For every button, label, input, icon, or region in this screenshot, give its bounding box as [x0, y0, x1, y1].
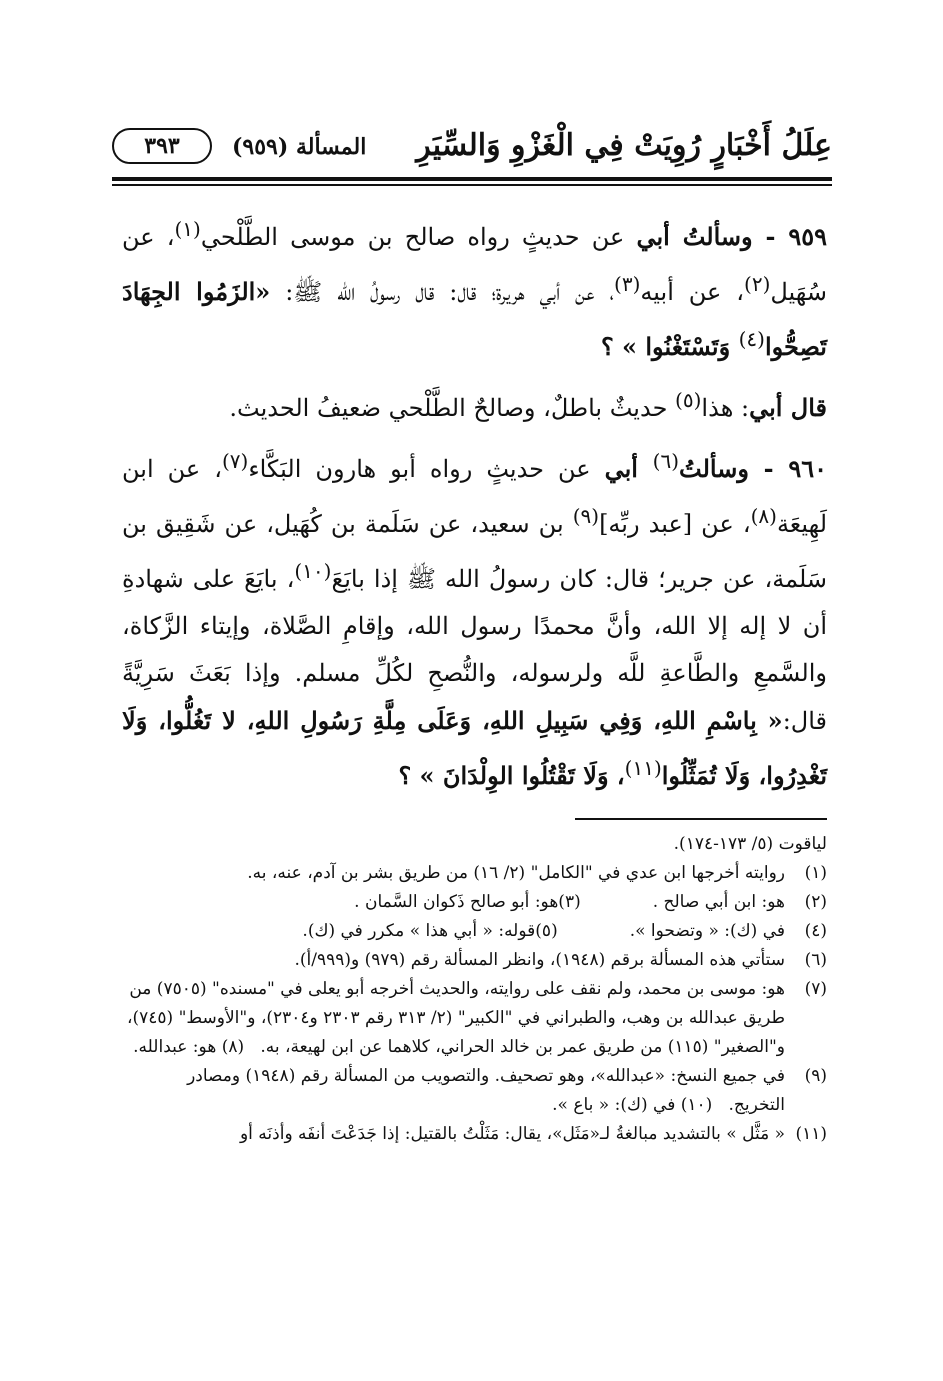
footnote-text: هو: أبو صالح ذَكوان السَّمان .: [354, 892, 559, 912]
text: ، بايَعَ على شهادةِ أن لا إله إلا الله، وأنَّ محمدًا رسول الله، وإقامِ الصَّلاة، وإيتاء الزَّكاة، والسَّمعِ والطَّاعةِ للَّه ولرسوله، والنُّصحِ لكُلِّ مسلم. وإذا بَعَثَ سَرِيَّةً قال:: [122, 565, 827, 735]
text: عن حديثٍ رواه صالح بن موسى الطَّلْحي: [200, 223, 637, 251]
text: عن حديثٍ رواه أبو هارون البَكَّاء: [248, 455, 605, 483]
footnote-ref: (٨): [750, 504, 777, 528]
footnote-2-3: [122, 888, 827, 917]
footnote-number: (٤): [804, 921, 827, 941]
footnote-number: (٢): [804, 892, 827, 912]
footnote-1: [122, 859, 827, 888]
footnotes: [122, 830, 827, 1149]
issue-label: المسألة (٩٥٩): [232, 134, 367, 160]
footnote-number: (١٠): [680, 1095, 713, 1115]
footnote-number: (٦): [804, 950, 827, 970]
paragraph-959: [122, 206, 827, 371]
footnote-text: في (ك): « باع ».: [552, 1095, 676, 1115]
footnote-ref: (٤): [738, 327, 765, 351]
footnote-number: (٨): [221, 1037, 245, 1057]
footnote-ref: (١١): [624, 756, 662, 780]
footnote-text: قوله: « أبي هذا » مكرر في (ك).: [302, 921, 536, 941]
footnote-number: (١): [804, 863, 827, 883]
footnote-number: (٣): [558, 892, 581, 912]
hadith-quote: «الزَمُوا الجِهَادَ تَصِحُّوا: [122, 277, 827, 361]
text: ، عن [عبد ربِّه]: [599, 510, 751, 538]
question-lead: أبي: [604, 454, 653, 483]
footnote-11: [122, 1120, 827, 1149]
footnote-ref: (٢): [744, 272, 771, 296]
footnote-text: في (ك): « وتضحوا ».: [629, 921, 785, 941]
footnote-ref: (٥): [675, 388, 702, 412]
hadith-quote-end: ، وَلَا تَقْتُلُوا الوِلْدَانَ » ؟: [398, 761, 625, 790]
book-title: عِلَلُ أَخْبَارٍ رُوِيَتْ فِي الْغَزْوِ وَالسِّيَرِ: [416, 128, 832, 163]
footnote-ref: (١): [174, 217, 201, 241]
footnote-ref: (٩): [572, 504, 600, 528]
paragraph-960: [122, 438, 827, 800]
text: حديثٌ باطلٌ، وصالحٌ الطَّلْحي ضعيفُ الحديث.: [229, 394, 676, 422]
question-number-959: ٩٥٩ - وسألتُ أبي: [636, 222, 827, 251]
paragraph-answer: [122, 377, 827, 432]
text: : هذا: [701, 394, 750, 422]
footnote-text: هو: موسى بن محمد، ولم نقف على روايته، والحديث أخرجه أبو يعلى في "مسنده" (٧٥٠٥) من طريق عبدالله بن وهب، والطبراني في "الكبير" (٢/ ٣١٣ رقم ٢٣٠٣ و٢٣٠٤)، و"الأوسط" (٧٤٥)، و"الصغير" (١١٥) من طريق عمر بن خالد الحراني، كلاهما عن ابن لهيعة، به.: [127, 979, 785, 1057]
page-number: ٣٩٣: [112, 128, 212, 164]
footnote-number: (٧): [804, 979, 827, 999]
footnote-number: (٩): [804, 1066, 827, 1086]
footnote-number: (٥): [535, 921, 558, 941]
footnote-9: [122, 1062, 827, 1120]
hadith-quote: « بِاسْمِ اللهِ، وَفِي سَبِيلِ اللهِ، وَعَلَى مِلَّةِ رَسُولِ اللهِ، لا تَغُلُّوا، وَلَا تَغْدِرُوا، وَلَا تُمَثِّلُوا: [122, 706, 827, 790]
header-rule-thin: [112, 184, 832, 186]
main-text: [122, 206, 827, 806]
footnote-6: [122, 946, 827, 975]
header-rule-thick: [112, 177, 832, 181]
footnote-ref: (١٠): [294, 559, 332, 583]
footnote-text: ستأتي هذه المسألة برقم (١٩٤٨)، وانظر المسألة رقم (٩٧٩) و(٩٩٩/أ).: [294, 950, 785, 970]
text: ، عن سُهَيل: [122, 223, 827, 306]
footnote-ref: (٦): [652, 449, 680, 473]
footnote-continuation: لياقوت (٥/ ١٧٣-١٧٤).: [673, 834, 827, 854]
running-header: [112, 118, 832, 178]
footnote-separator: [575, 818, 827, 820]
footnote-ref: (٧): [221, 449, 249, 473]
footnote-ref: (٣): [614, 272, 641, 296]
text: ، عن ابن لَهِيعَة: [122, 455, 827, 538]
footnote-text: « مَثَّل » بالتشديد مبالغةُ لـ«مَثَل»، يقال: مَثَلْتُ بالقتيل: إذا جَدَعْتَ أنفَه وأذنَه أو: [239, 1124, 785, 1144]
footnote-number: (١١): [795, 1124, 827, 1144]
footnote-text: روايته أخرجها ابن عدي في "الكامل" (٢/ ١٦) من طريق بشر بن آدم، عنه، به.: [247, 863, 785, 883]
footnote-text: هو: ابن أبي صالح .: [652, 892, 785, 912]
question-number-960: ٩٦٠ - وسألتُ: [679, 454, 827, 483]
text: ، عن أبي هريرة؛ قال: قال رسولُ الله ﷺ:: [285, 278, 615, 306]
answer-lead: قال أبي: [749, 393, 827, 422]
footnote-4-5: [122, 917, 827, 946]
footnote-text: في جميع النسخ: «عبدالله»، وهو تصحيف. والتصويب من المسألة رقم (١٩٤٨) ومصادر التخريج.: [187, 1066, 785, 1115]
footnote-text: هو: عبدالله.: [133, 1037, 217, 1057]
footnote-7: [122, 975, 827, 1062]
hadith-quote-end: وَتَسْتَغْنُوا » ؟: [600, 332, 739, 361]
text: ، عن أبيه: [640, 278, 744, 306]
text: بن سعيد، عن سَلَمة بن كُهَيل، عن شَقِيق بن سَلَمة، عن جرير؛ قال: كان رسولُ الله ﷺ إذا بايَعَ: [122, 510, 827, 593]
